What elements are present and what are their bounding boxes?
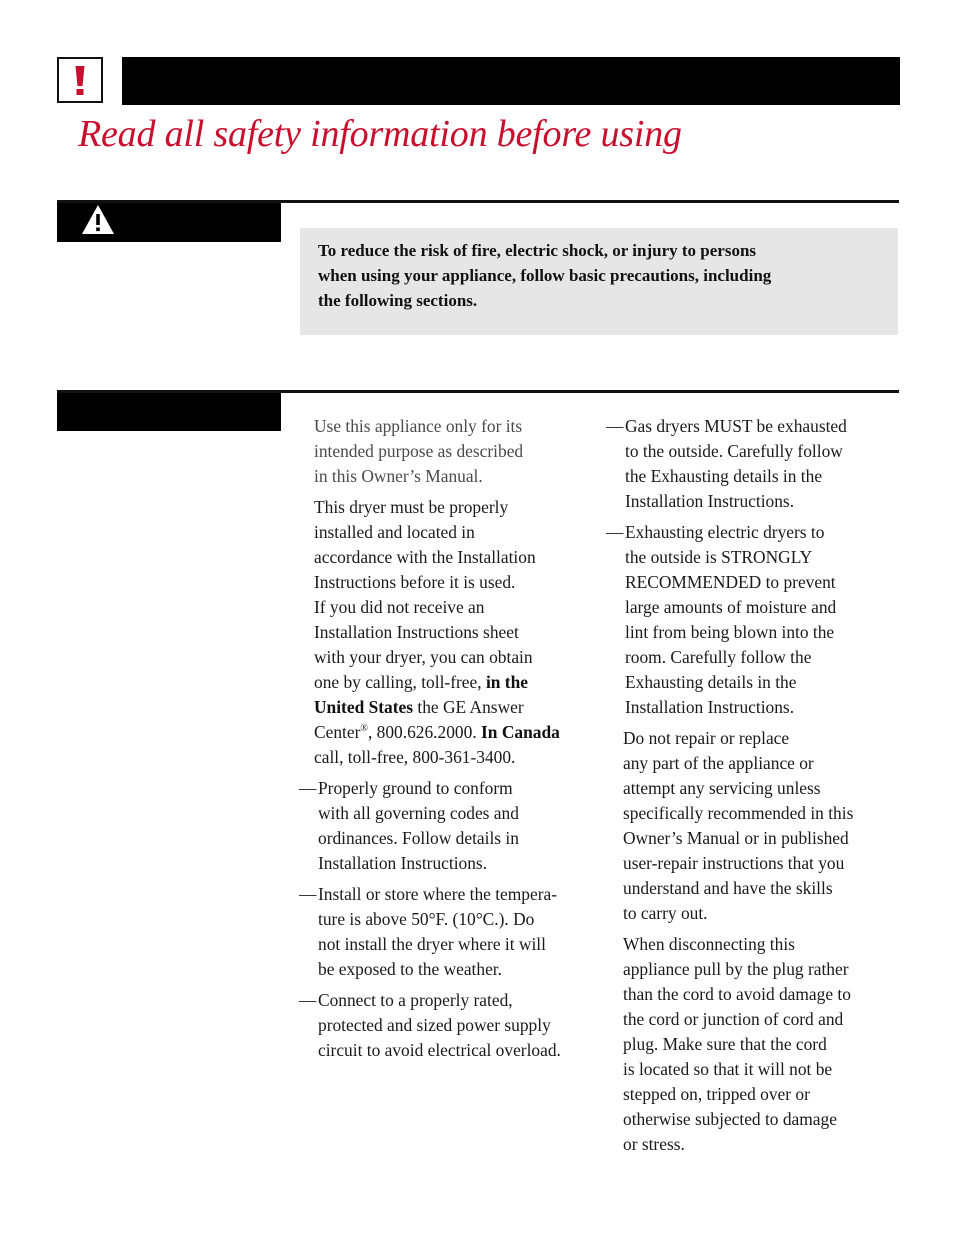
column-right: [606, 414, 902, 1157]
text-line: intended purpose as described: [314, 441, 524, 461]
text-line: specifically recommended in this: [623, 803, 854, 823]
text-line: not install the dryer where it will: [318, 934, 546, 954]
text-line: ture is above 50°F. (10°C.). Do: [318, 909, 535, 929]
text-line: than the cord to avoid damage to: [623, 984, 851, 1004]
text-line: in this Owner’s Manual.: [314, 466, 483, 486]
text-line: appliance pull by the plug rather: [623, 959, 849, 979]
text-line: plug. Make sure that the cord: [623, 1034, 827, 1054]
repair-paragraph: [606, 726, 902, 926]
text-line: accordance with the Installation: [314, 547, 536, 567]
text-line: with all governing codes and: [318, 803, 519, 823]
text-line: Installation Instructions.: [625, 697, 795, 717]
text-line: installed and located in: [314, 522, 475, 542]
text-line: call, toll-free, 800-361-3400.: [314, 747, 516, 767]
text-line: attempt any servicing unless: [623, 778, 821, 798]
text-line: large amounts of moisture and: [625, 597, 837, 617]
dash-marker: —: [606, 522, 624, 542]
text-line: the Exhausting details in the: [625, 466, 823, 486]
install-label-bar: [57, 393, 281, 431]
text-line: to the outside. Carefully follow: [625, 441, 843, 461]
text-line: with your dryer, you can obtain: [314, 647, 533, 667]
warning-notice: [300, 228, 898, 335]
dash-marker: —: [299, 990, 317, 1010]
text-line: or stress.: [623, 1134, 685, 1154]
text-line: protected and sized power supply: [318, 1015, 551, 1035]
text-line: understand and have the skills: [623, 878, 833, 898]
text-line: Gas dryers MUST be exhausted: [625, 416, 847, 436]
text-line: room. Carefully follow the: [625, 647, 812, 667]
text-line: be exposed to the weather.: [318, 959, 502, 979]
text-line: Install or store where the tempera-: [318, 884, 558, 904]
text-line: Instructions before it is used.: [314, 572, 516, 592]
registered-mark: ®: [360, 723, 368, 735]
bullet-ground: [299, 776, 595, 876]
text-line: Properly ground to conform: [318, 778, 513, 798]
text-line: Use this appliance only for its: [314, 416, 523, 436]
text-line: Center®, 800.626.2000. In Canada: [314, 722, 560, 742]
dash-marker: —: [299, 884, 317, 904]
text-line: stepped on, tripped over or: [623, 1084, 810, 1104]
text-line: to carry out.: [623, 903, 708, 923]
text-line: If you did not receive an: [314, 597, 485, 617]
text-line: Installation Instructions sheet: [314, 622, 519, 642]
text-line: RECOMMENDED to prevent: [625, 572, 836, 592]
dash-marker: —: [606, 416, 624, 436]
text-line: Installation Instructions.: [625, 491, 795, 511]
text-line: ordinances. Follow details in: [318, 828, 519, 848]
text-line: This dryer must be properly: [314, 497, 509, 517]
text-line: one by calling, toll-free, in the: [314, 672, 528, 692]
bullet-power-supply: [299, 988, 595, 1063]
intended-purpose-paragraph: [299, 414, 595, 489]
notice-line: when using your appliance, follow basic precautions, including: [318, 266, 772, 285]
text-line: When disconnecting this: [623, 934, 795, 954]
text-line: Exhausting electric dryers to: [625, 522, 825, 542]
installation-paragraph: [299, 495, 595, 770]
text-line: Connect to a properly rated,: [318, 990, 513, 1010]
notice-line: To reduce the risk of fire, electric shock, or injury to persons: [318, 241, 757, 260]
notice-line: the following sections.: [318, 291, 478, 310]
text-line: Installation Instructions.: [318, 853, 488, 873]
text-line: is located so that it will not be: [623, 1059, 833, 1079]
column-left: [299, 414, 595, 1063]
text-line: Exhausting details in the: [625, 672, 797, 692]
text-line: United States the GE Answer: [314, 697, 524, 717]
warning-triangle-icon: [80, 203, 116, 236]
text-line: Owner’s Manual or in published: [623, 828, 849, 848]
page-title: Read all safety information before using: [78, 113, 682, 155]
dash-marker: —: [299, 778, 317, 798]
text-line: Do not repair or replace: [623, 728, 790, 748]
header-bar: [122, 57, 900, 105]
exclamation-icon: [57, 57, 103, 103]
text-line: lint from being blown into the: [625, 622, 835, 642]
text-line: the cord or junction of cord and: [623, 1009, 844, 1029]
bullet-temperature: [299, 882, 595, 982]
text-line: otherwise subjected to damage: [623, 1109, 837, 1129]
text-line: circuit to avoid electrical overload.: [318, 1040, 561, 1060]
text-line: user-repair instructions that you: [623, 853, 845, 873]
text-line: any part of the appliance or: [623, 753, 814, 773]
text-line: the outside is STRONGLY: [625, 547, 813, 567]
bullet-electric-exhaust: [606, 520, 902, 720]
bullet-gas-exhaust: [606, 414, 902, 514]
disconnect-paragraph: [606, 932, 902, 1157]
